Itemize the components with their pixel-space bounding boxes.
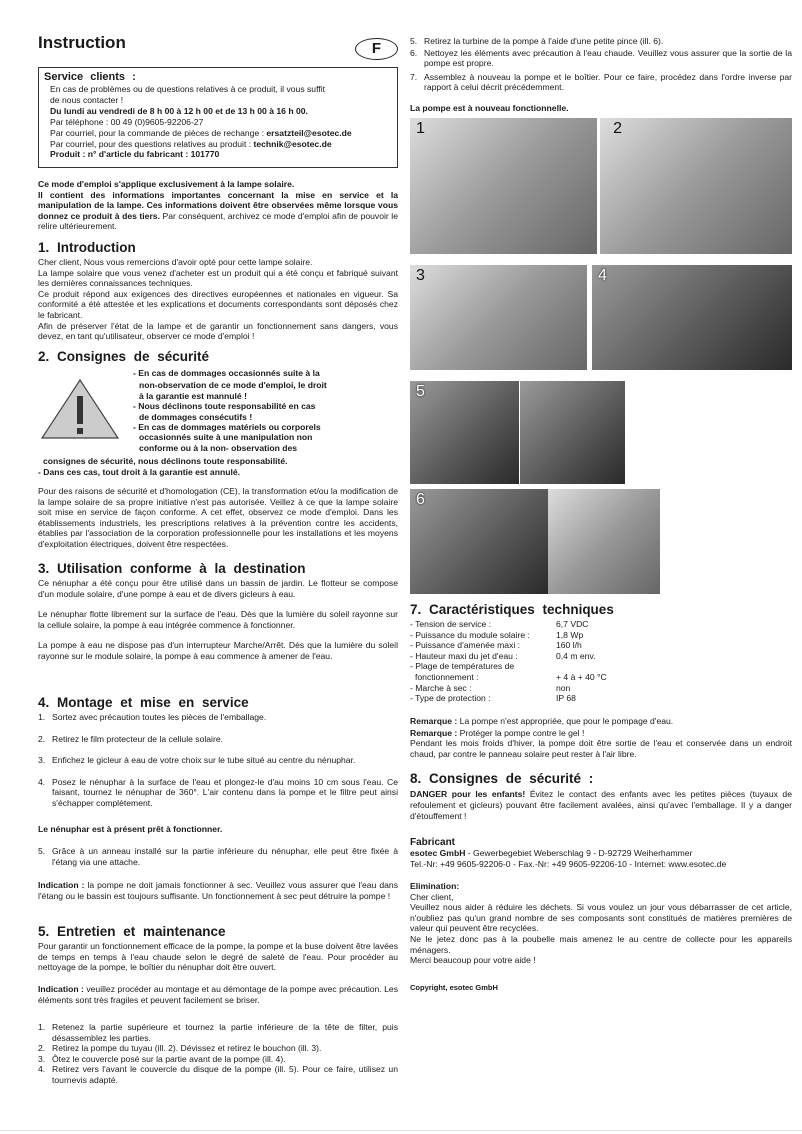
bullet: non-observation de ce mode d'emploi, le droit [139, 380, 327, 391]
spares-label: Par courriel, pour la commande de pièces de rechange : [50, 127, 267, 138]
paragraph: Ce produit répond aux exigences des directives européennes et nationales en vigueur. Sa conformité a été attestée et les explications et documents correspondants sont déposés chez le fabricant. [38, 288, 398, 320]
illustration-1: 1 [410, 118, 597, 254]
spec-row: - Marche à sec : non [410, 682, 571, 693]
section-heading-safety: 2. Consignes de sécurité [38, 349, 210, 364]
maintenance-steps [38, 1022, 398, 1086]
paragraph: La pompe à eau ne dispose pas d'un interrupteur Marche/Arrêt. Dès que la lumière du soleil rayonne sur le module solaire, la pompe à eau commence à amener de l'eau. [38, 640, 398, 661]
list-item: 4. Posez le nénuphar à la surface de l'eau et plongez-le d'au moins 10 cm sous l'eau. Ce faisant, tournez le nénuphar de 360°. L'air contenu dans la pompe et le filtre peut ainsi s'échapper complètement. [38, 776, 398, 808]
paragraph: Ne le jetez donc pas à la poubelle mais amenez le au centre de collecte pour les appareils ménagers. [410, 933, 792, 955]
warning-icon [40, 378, 120, 443]
spec-row: - Plage de températures de [410, 661, 515, 672]
service-spares [44, 128, 397, 139]
illustration-6b [548, 489, 660, 594]
remark-text: Protéger la pompe contre le gel ! [457, 727, 585, 738]
assembly-indication [38, 880, 398, 901]
intro-text: Par conséquent, archivez ce mode d'emploi afin de pouvoir le relire ultérieurement. [38, 210, 398, 232]
safety-bullets [133, 368, 398, 453]
remark-label: Remarque : [410, 716, 458, 726]
service-text: En cas de problèmes ou de questions relatives à ce produit, il vous suffit [50, 84, 325, 94]
service-phone: Par téléphone : 00 49 (0)9605-92206-27 [50, 116, 204, 127]
manufacturer-contact: Tel.-Nr: +49 9605-92206-0 - Fax.-Nr: +49 9605-92206-10 - Internet: www.esotec.de [410, 858, 727, 869]
paragraph: Afin de préserver l'état de la lampe et de garantir un fonctionnement sans dangers, vous devez, en tant qu'utilisateur, observer ce mode d'emploi ! [38, 320, 398, 342]
list-item: 4. Retirez vers l'avant le couvercle du disque de la pompe (ill. 5). Pour ce faire, utilisez un tournevis adapté. [38, 1064, 398, 1085]
spares-email[interactable]: ersatzteil@esotec.de [266, 127, 352, 138]
paragraph: La lampe solaire que vous venez d'acheter est un produit qui a été conçu et fabriqué suivant les dernières connaissances techniques. [38, 267, 398, 289]
service-heading: Service clients : [44, 71, 136, 83]
bullet: - Nous déclinons toute responsabilité en cas [133, 401, 316, 412]
indication-label: Indication : [38, 880, 85, 890]
introduction-text [38, 257, 398, 342]
spec-row: - Puissance d'amenée maxi : 160 l/h [410, 640, 582, 651]
maintenance-steps-continued [410, 36, 792, 93]
section-heading-specs: 7. Caractéristiques techniques [410, 602, 614, 617]
indication-label: Indication : [38, 984, 84, 994]
manufacturer-heading: Fabricant [410, 837, 456, 848]
remark-label: Remarque : [410, 727, 458, 738]
list-item: 1. Sortez avec précaution toutes les pièces de l'emballage. [38, 712, 267, 722]
illustration-5b [520, 381, 625, 484]
section-heading-assembly: 4. Montage et mise en service [38, 695, 249, 710]
section-heading-safety-2: 8. Consignes de sécurité : [410, 771, 594, 786]
ready-note: Le nénuphar est à présent prêt à fonctionner. [38, 824, 223, 834]
usage-text [38, 578, 398, 662]
assembly-step-5 [38, 846, 398, 867]
bullet: conforme ou à la non- observation des [139, 442, 298, 453]
service-tech [44, 139, 397, 150]
intro-bold: Il contient des informations importantes concernant la mise en service et la manipulation de la lampe. Ces informations doivent être observées même lorsque vous donnez ce produit à des tiers. [38, 189, 398, 221]
assembly-steps [38, 712, 398, 809]
list-item: 5. Retirez la turbine de la pompe à l'aide d'une petite pince (ill. 6). [410, 36, 664, 46]
illustration-6a: 6 [410, 489, 548, 594]
article-number: Produit : n° d'article du fabricant : 101770 [50, 149, 220, 160]
service-hours: Du lundi au vendredi de 8 h 00 à 12 h 00 et de 13 h 00 à 16 h 00. [50, 105, 308, 116]
spec-row: - Tension de service : 6,7 VDC [410, 619, 589, 629]
language-badge: F [355, 38, 398, 60]
remark-text: La pompe n'est appropriée, que pour le pompage d'eau. [457, 716, 674, 726]
indication-text: veuillez procéder au montage et au démontage de la pompe avec précaution. Les éléments sont très fragiles et peuvent facilement se briser. [38, 984, 398, 1005]
safety-bullet-end [38, 456, 398, 477]
disposal-heading: Elimination: [410, 881, 460, 891]
spec-row: - Puissance du module solaire : 1,8 Wp [410, 629, 584, 640]
illustration-4: 4 [592, 265, 792, 370]
service-text: de nous contacter ! [50, 94, 124, 105]
manufacturer-address: - Gewerbegebiet Weberschlag 9 - D-92729 Weiherhammer [465, 848, 693, 858]
section-heading-introduction: 1. Introduction [38, 240, 136, 255]
service-box [38, 67, 398, 168]
bullet: - En cas de dommages occasionnés suite à la [133, 368, 320, 378]
remarks [410, 716, 792, 759]
list-item: 7. Assemblez à nouveau la pompe et le boîtier. Pour ce faire, procédez dans l'ordre inverse par rapport à celui décrit précédemment. [410, 71, 792, 93]
page-title: Instruction [38, 33, 126, 52]
list-item: 3. Enfichez le gicleur à eau de votre choix sur le tube situé au centre du nénuphar. [38, 755, 356, 766]
bullet: - Dans ces cas, tout droit à la garantie est annulé. [38, 466, 241, 477]
paragraph: Ce nénuphar a été conçu pour être utilisé dans un bassin de jardin. Le flotteur se compose d'un module solaire, d'une pompe à eau et de divers gicleurs à eau. [38, 578, 398, 599]
maintenance-text: Pour garantir un fonctionnement efficace de la pompe, la pompe et la buse doivent être lavées de temps en temps à l'eau chaude selon le degré de saleté de l'eau. Pour procéder au nettoyage de la pompe, le boîtier du nénuphar doit être ouvert. [38, 941, 398, 973]
manufacturer [410, 837, 792, 869]
spec-row: fonctionnement : + 4 à + 40 °C [415, 671, 607, 682]
danger-label: DANGER pour les enfants! [410, 789, 526, 799]
bullet: occasionnés suite à une manipulation non [139, 432, 313, 443]
paragraph: Veuillez nous aider à réduire les déchets. Si vous voulez un jour vous débarrasser de cet article, n'oubliez pas qu'un grand nombre de ses composants sont constitués de matières premières de valeur qui peuvent être recyclées. [410, 902, 792, 934]
tech-label: Par courriel, pour des questions relatives au produit : [50, 138, 254, 149]
paragraph: Cher client, [410, 891, 454, 902]
disposal [410, 881, 792, 966]
winter-note: Pendant les mois froids d'hiver, la pompe doit être sortie de l'eau et conservée dans un endroit chaud, par contre le panneau solaire peut rester à l'air libre. [410, 738, 792, 759]
manufacturer-name: esotec GmbH [410, 848, 466, 858]
list-item: 2. Retirez la pompe du tuyau (ill. 2). Dévissez et retirez le bouchon (ill. 3). [38, 1043, 322, 1054]
bullet: à la garantie est mannulé ! [139, 390, 247, 401]
list-item: 5. Grâce à un anneau installé sur la partie inférieure du nénuphar, elle peut être fixée à l'étang via une attache. [38, 846, 398, 867]
illustration-5a: 5 [410, 381, 519, 484]
paragraph: Le nénuphar flotte librement sur la surface de l'eau. Dès que la lumière du soleil rayonne sur la cellule solaire, la pompe à eau intégrée commence à fonctionner. [38, 609, 398, 630]
copyright: Copyright, esotec GmbH [410, 983, 498, 992]
illustration-2: 2 [600, 118, 792, 254]
safety-paragraph: Pour des raisons de sécurité et d'homologation (CE), la transformation et/ou la modification de la lampe solaire de sa propre initiative n'est pas autorisée. Veillez à ce que la lampe solaire soit mise en service de façon conforme. A cet effet, observez ce mode d'emploi. Dans les établissements industriels, les prescriptions relatives à la prévention contre les accidents, établies par l'association de la corporation professionnelle pour les installations et les moyens d'exploitation électriques, doivent être respectées. [38, 486, 398, 549]
bullet: consignes de sécurité, nous déclinons toute responsabilité. [43, 456, 288, 466]
section-heading-usage: 3. Utilisation conforme à la destination [38, 561, 306, 576]
list-item: 1. Retenez la partie supérieure et tournez la partie inférieure de la tête de filter, puis désassemblez les parties. [38, 1022, 398, 1043]
list-item: 2. Retirez le film protecteur de la cellule solaire. [38, 733, 223, 744]
danger-text: DANGER pour les enfants! Évitez le contact des enfants avec les petites pièces (tuyaux de refoulement et gicleurs) pouvant être facilement avalées, ainsi qu'avec l'emballage. Il y a danger d'étouffement ! [410, 789, 792, 822]
illustration-3: 3 [410, 265, 587, 370]
maintenance-indication [38, 984, 398, 1005]
spec-list [410, 619, 792, 704]
list-item: 6. Nettoyez les éléments avec précaution à l'eau chaude. Veuillez vous assurer que la sortie de la pompe est propre. [410, 47, 792, 69]
pump-functional-note: La pompe est à nouveau fonctionnelle. [410, 103, 569, 113]
bullet: - En cas de dommages matériels ou corporels [133, 422, 321, 433]
list-item: 3. Ôtez le couvercle posé sur la partie avant de la pompe (ill. 4). [38, 1053, 286, 1064]
bullet: de dommages consécutifs ! [139, 411, 253, 422]
section-heading-maintenance: 5. Entretien et maintenance [38, 924, 226, 939]
paragraph: Cher client, Nous vous remercions d'avoir opté pour cette lampe solaire. [38, 257, 313, 267]
spec-row: - Type de protection : IP 68 [410, 693, 576, 704]
spec-row: - Hauteur maxi du jet d'eau : 0,4 m env. [410, 650, 596, 661]
indication-text: la pompe ne doit jamais fonctionner à sec. Veuillez vous assurer que l'eau dans l'étang ou le bassin est toujours suffisante. Un fonctionnement à sec peut détruire la pompe ! [38, 880, 398, 901]
intro-note [38, 179, 398, 232]
paragraph: Merci beaucoup pour votre aide ! [410, 955, 536, 966]
divider [0, 1130, 802, 1131]
intro-bold: Ce mode d'emploi s'applique exclusivement à la lampe solaire. [38, 179, 295, 189]
tech-email[interactable]: technik@esotec.de [253, 138, 332, 149]
